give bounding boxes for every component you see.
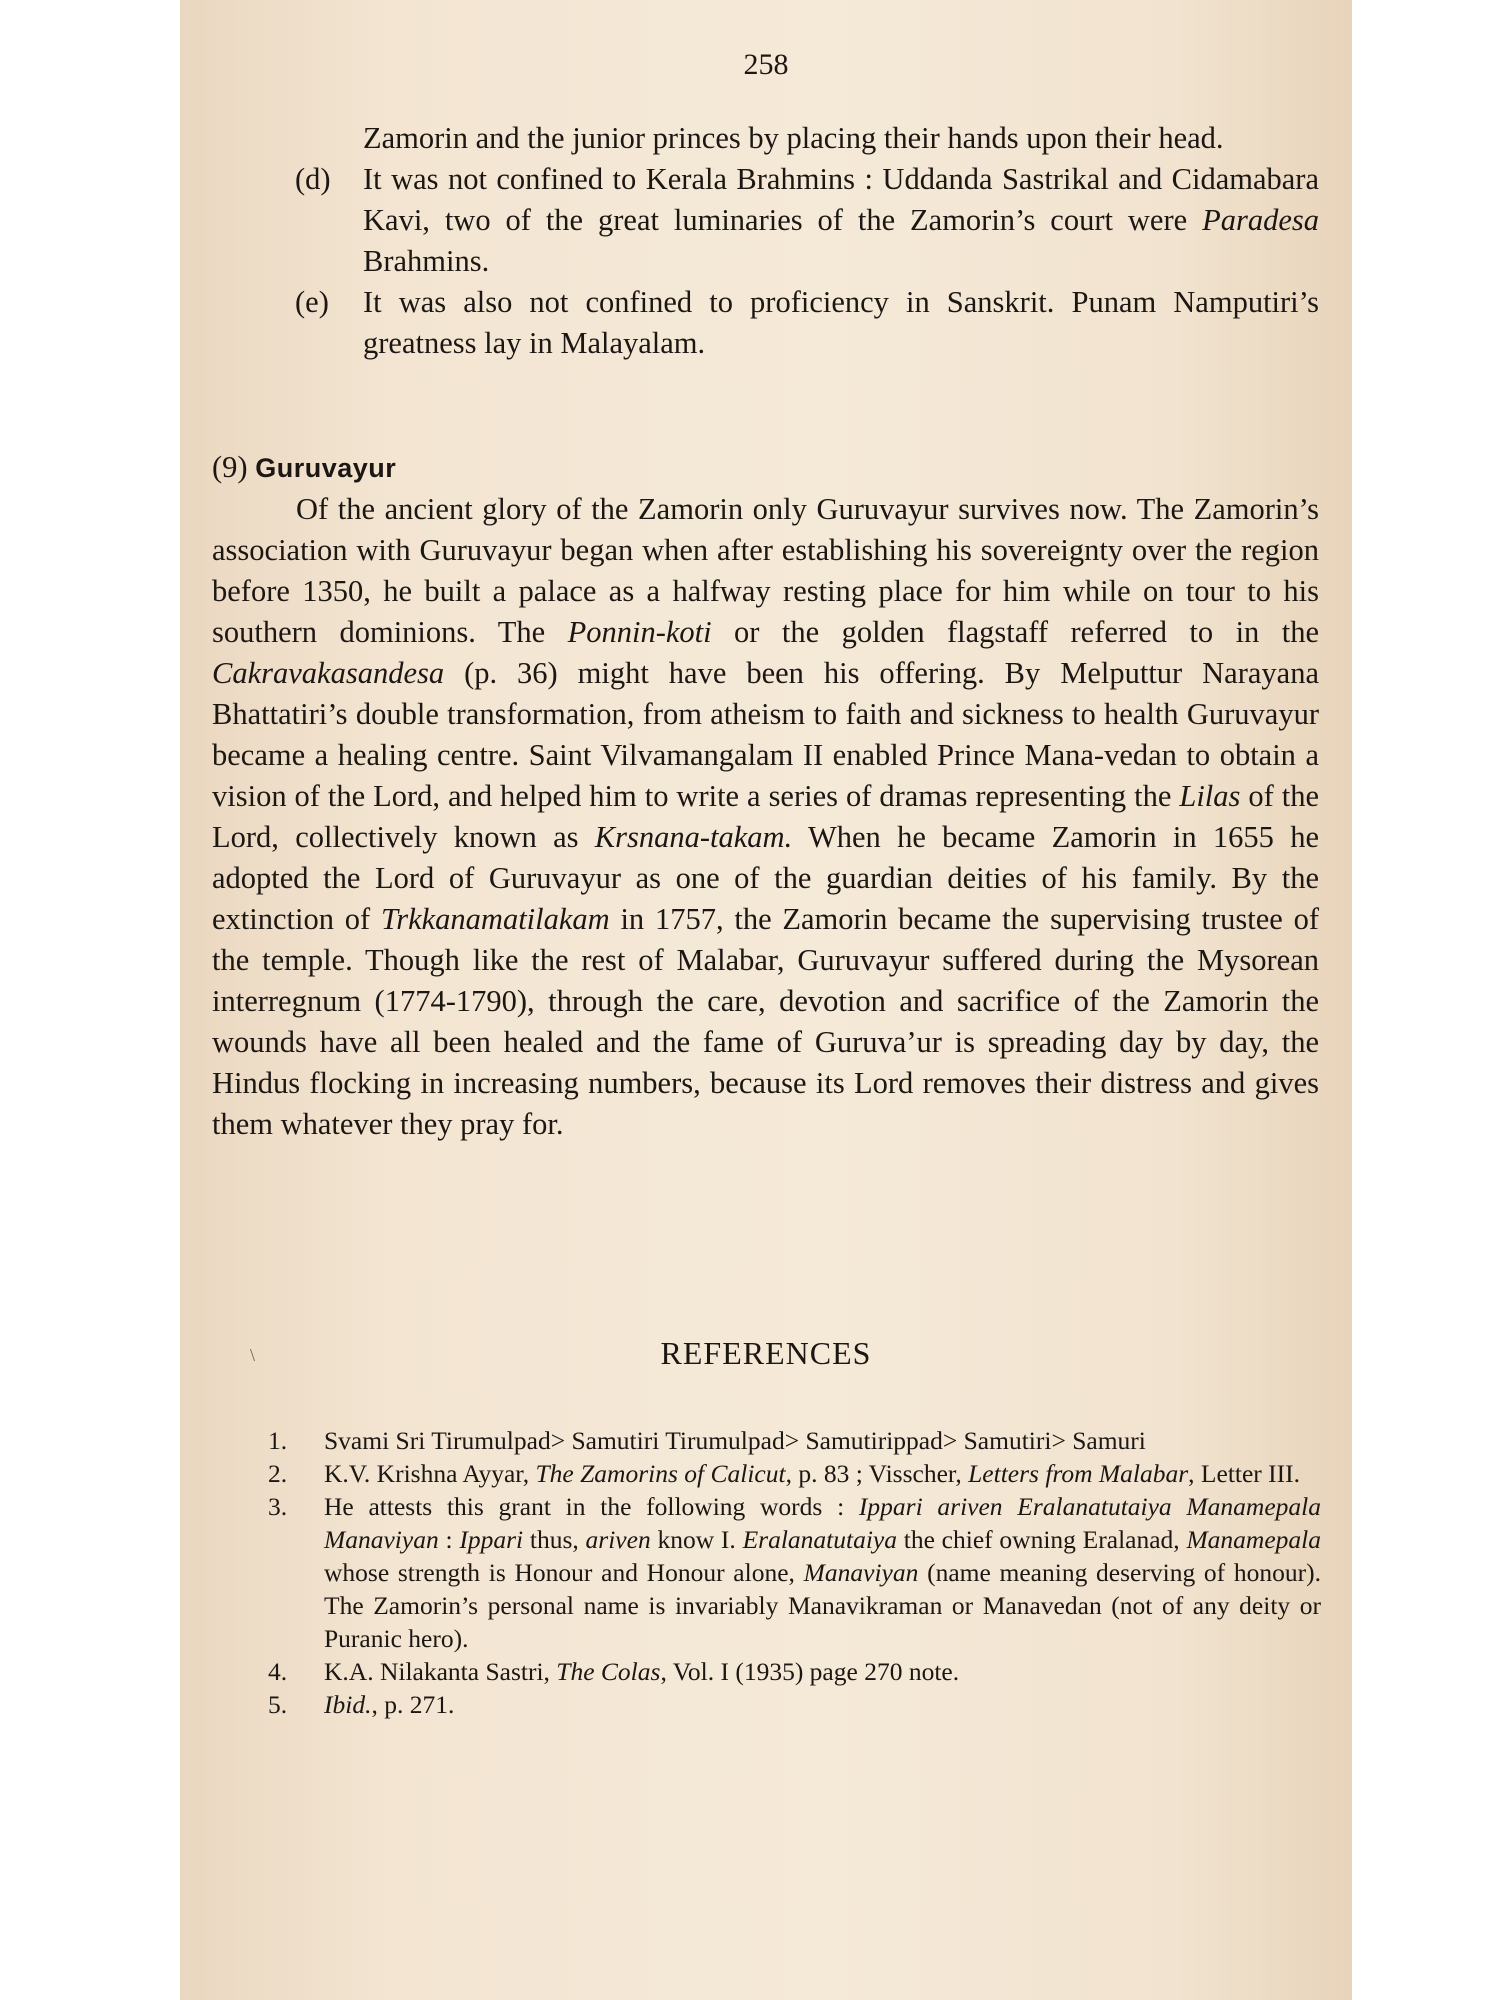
section-number: (9): [212, 450, 248, 484]
italic-run: Cakravakasandesa: [212, 656, 445, 690]
reference-number: 3.: [268, 1492, 288, 1521]
text-run: whose strength is Honour and Honour alone,: [324, 1558, 804, 1587]
text-run: Of the ancient glory of the Zamorin only Guruvayur survives now. The Zamorin’s association with Guruvayur began when after establishing his sovereignty over the region before 1350, he built a palace as a halfway resting place for him while on tour to his southern dominions. The: [212, 492, 1319, 649]
list-marker: (d): [295, 162, 331, 196]
text-run: It was not confined to Kerala Brahmins : Uddanda Sastrikal and Cidamabara Kavi, two of the great luminaries of the Zamorin’s court were: [363, 162, 1319, 237]
italic-run: Krsnana-takam.: [594, 820, 793, 854]
text-run: K.V. Krishna Ayyar,: [324, 1459, 536, 1488]
references-list: [268, 1424, 1321, 1721]
page-number: 258: [743, 48, 789, 81]
reference-number: 2.: [268, 1459, 288, 1488]
text-run: Brahmins.: [363, 244, 490, 278]
text-run: It was also not confined to proficiency in Sanskrit. Punam Namputiri’s greatness lay in Malayalam.: [363, 285, 1319, 360]
text-run: thus,: [523, 1525, 586, 1554]
italic-run: Ponnin-koti: [567, 615, 712, 649]
italic-run: Manamepala: [1186, 1525, 1321, 1554]
reference-item: [268, 1490, 1321, 1655]
reference-item: [268, 1424, 1321, 1457]
reference-text: [324, 1492, 1321, 1653]
italic-run: Ibid.: [324, 1690, 372, 1719]
text-run: , Vol. I (1935) page 270 note.: [660, 1657, 960, 1686]
section-title: Guruvayur: [255, 453, 397, 483]
reference-number: 1.: [268, 1426, 288, 1455]
text-run: :: [438, 1525, 460, 1554]
italic-run: Lilas: [1179, 779, 1241, 813]
list-item-e: [295, 282, 1319, 364]
reference-number: 5.: [268, 1690, 288, 1719]
text-run: K.A. Nilakanta Sastri,: [324, 1657, 557, 1686]
italic-run: The Zamorins of Calicut: [535, 1459, 786, 1488]
reference-text: [324, 1459, 1300, 1488]
text-run: , Letter III.: [1188, 1459, 1301, 1488]
italic-run: The Colas: [556, 1657, 661, 1686]
list-block: [295, 118, 1319, 364]
body-paragraph: [212, 489, 1319, 1145]
italic-run: Manaviyan: [803, 1558, 919, 1587]
section-guruvayur: [212, 447, 1319, 1145]
section-heading: [212, 447, 1319, 489]
text-run: in 1757, the Zamorin became the supervising trustee of the temple. Though like the rest of Malabar, Guruvayur suffered during the Mysorean interregnum (1774-1790), through the care, devotion and sacrifice of the Zamorin the wounds have all been healed and the fame of Guruva’ur is spreading day by day, the Hindus flocking in increasing numbers, because its Lord removes their distress and gives them whatever they pray for.: [212, 902, 1319, 1141]
text-run: or the golden flagstaff referred to in the: [711, 615, 1319, 649]
text-run: Svami Sri Tirumulpad> Samutiri Tirumulpad> Samutirippad> Samutiri> Samuri: [324, 1426, 1146, 1455]
text-run: the chief owning Eralanad,: [896, 1525, 1187, 1554]
reference-item: [268, 1457, 1321, 1490]
italic-run: Ippari ariven Eralanatutaiya Manamepala Manaviyan: [324, 1492, 1321, 1554]
reference-text: [324, 1690, 454, 1719]
text-run: (p. 36) might have been his offering. By Melputtur Narayana Bhattatiri’s double transformation, from atheism to faith and sickness to health Guruvayur became a healing centre. Saint Vilvamangalam II enabled Prince Mana-vedan to obtain a vision of the Lord, and helped him to write a series of dramas representing the: [212, 656, 1319, 813]
reference-item: [268, 1688, 1321, 1721]
list-item-text: [363, 162, 1319, 278]
text-run: , p. 83 ; Visscher,: [785, 1459, 969, 1488]
italic-run: Ippari: [459, 1525, 524, 1554]
text-run: (name meaning deserving of honour). The Zamorin’s personal name is invariably Manavikraman or Manavedan (not of any deity or Puranic hero).: [324, 1558, 1321, 1653]
list-item-text: [363, 121, 1224, 155]
text-run: When he became Zamorin in 1655 he adopted the Lord of Guruvayur as one of the guardian deities of his family. By the extinction of: [212, 820, 1319, 936]
list-item-continuation: [295, 118, 1319, 159]
italic-run: Letters from Malabar: [968, 1459, 1189, 1488]
text-run: know I.: [650, 1525, 743, 1554]
text-run: Zamorin and the junior princes by placing their hands upon their head.: [363, 121, 1224, 155]
text-run: , p. 271.: [371, 1690, 455, 1719]
list-item-text: [363, 285, 1319, 360]
reference-text: [324, 1426, 1146, 1455]
book-page: [180, 0, 1352, 2000]
text-run: of the Lord, collectively known as: [212, 779, 1319, 854]
reference-text: [324, 1657, 959, 1686]
references-heading: REFERENCES: [660, 1335, 872, 1371]
stray-mark: \: [250, 1345, 256, 1365]
italic-run: Paradesa: [1202, 203, 1319, 237]
reference-item: [268, 1655, 1321, 1688]
list-marker: (e): [295, 285, 329, 319]
italic-run: Eralanatutaiya: [742, 1525, 897, 1554]
italic-run: Trkkanamatilakam: [380, 902, 610, 936]
list-item-d: [295, 159, 1319, 282]
text-run: He attests this grant in the following words :: [324, 1492, 859, 1521]
italic-run: ariven: [585, 1525, 651, 1554]
reference-number: 4.: [268, 1657, 288, 1686]
